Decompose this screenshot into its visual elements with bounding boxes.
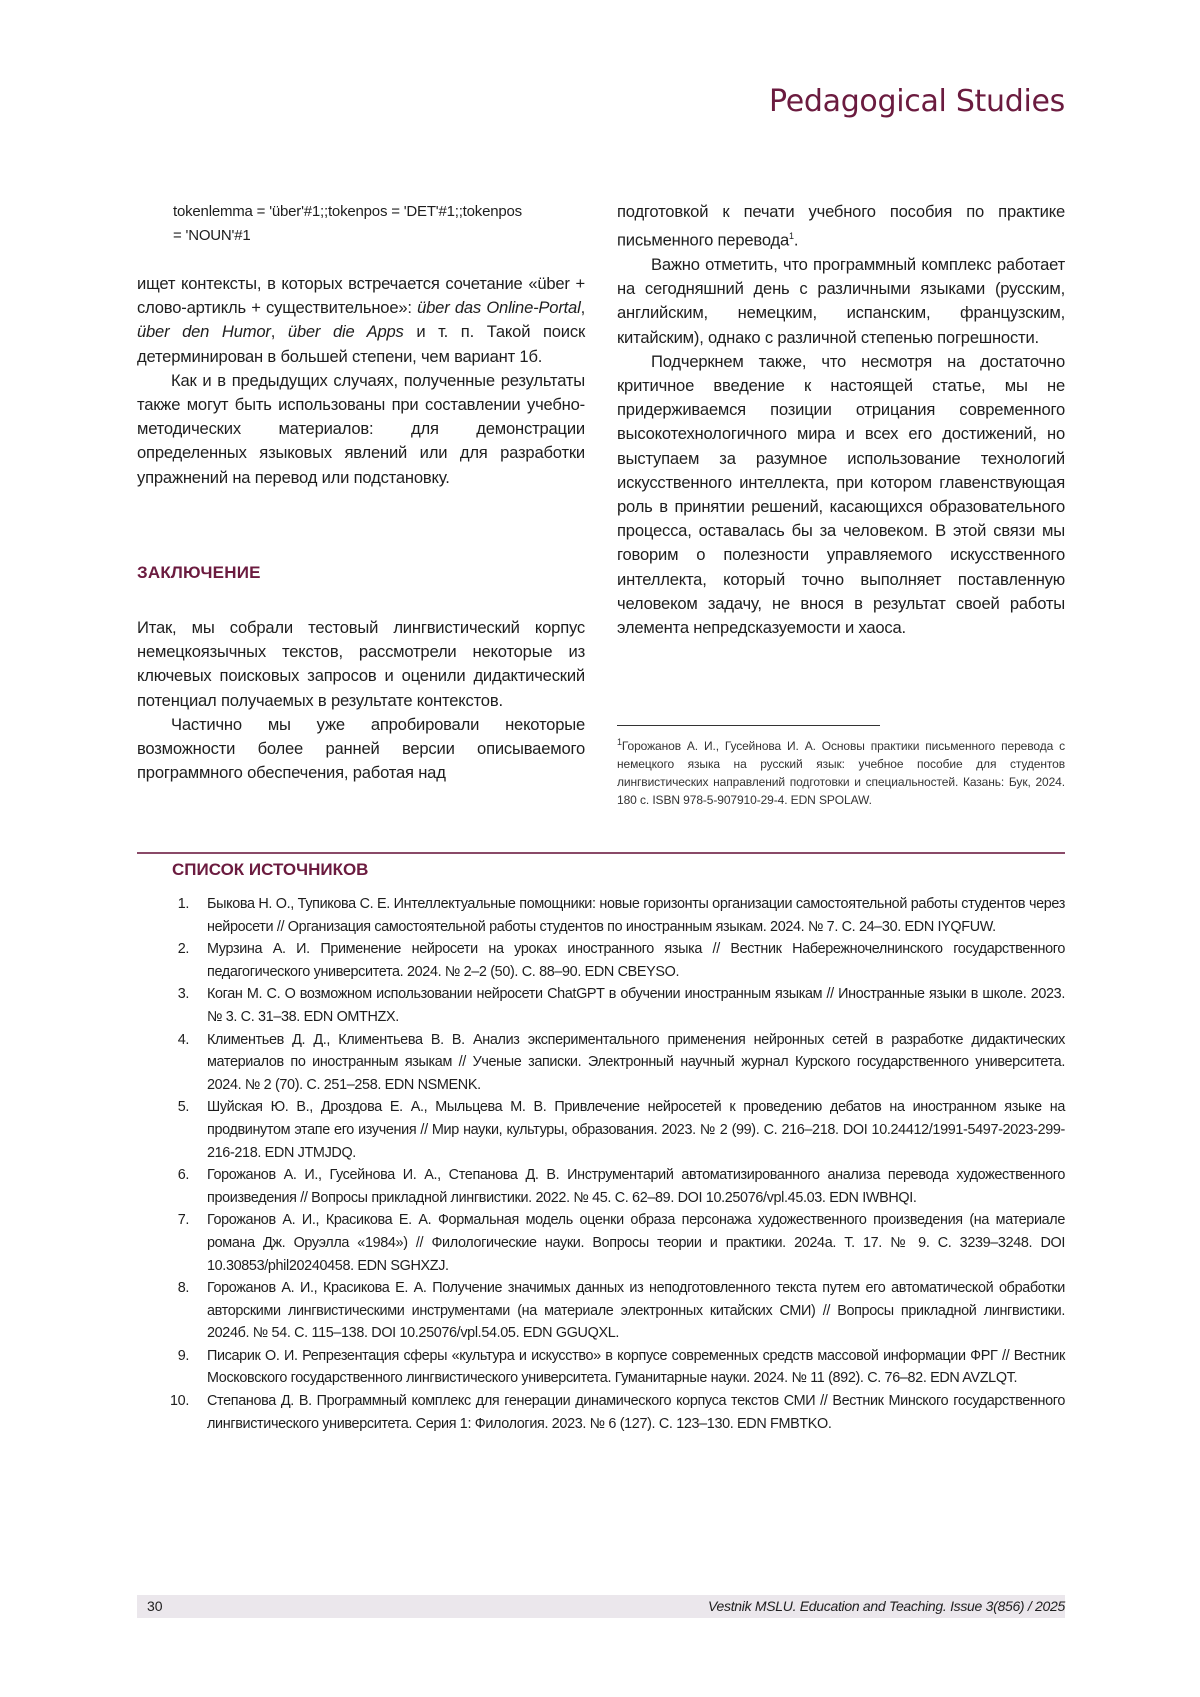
code-line: tokenlemma = 'über'#1;;tokenpos = 'DET'#1;;tokenpos [173, 200, 593, 224]
reference-number: 2. [137, 938, 189, 961]
journal-issue: Vestnik MSLU. Education and Teaching. Issue 3(856) / 2025 [708, 1595, 1065, 1618]
reference-text: Коган М. С. О возможном использовании нейросети ChatGPT в обучении иностранным языкам // Иностранные языки в школе. 2023. № 3. С. 31–38. EDN OMTHZX. [207, 986, 1065, 1025]
reference-item [137, 1209, 1065, 1277]
reference-text: Горожанов А. И., Гусейнова И. А., Степанова Д. В. Инструментарий автоматизированного анализа перевода художественного произведения // Вопросы прикладной лингвистики. 2022. № 45. С. 62–89. DOI 10.25076/vpl.45.03. EDN IWBHQI. [207, 1167, 1065, 1206]
left-column-text [137, 272, 585, 490]
code-line: = 'NOUN'#1 [173, 224, 593, 248]
reference-number: 10. [137, 1390, 189, 1413]
page-number: 30 [147, 1595, 163, 1618]
reference-item [137, 1277, 1065, 1345]
reference-number: 5. [137, 1096, 189, 1119]
reference-item [137, 893, 1065, 938]
references-heading: СПИСОК ИСТОЧНИКОВ [172, 860, 368, 880]
reference-item [137, 1390, 1065, 1435]
query-code [173, 200, 593, 248]
paragraph: Подчеркнем также, что несмотря на достаточно критичное введение к настоящей статье, мы не придерживаемся позиции отрицания современного высокотехнологичного мира и всех его достижений, но выступаем за разумное использование технологий искусственного интеллекта, при котором главенствующая роль в принятии решений, касающихся образовательного процесса, оставалась бы за человеком. В этой связи мы говорим о полезности управляемого искусственного интеллекта, который точно выполняет поставленную человеком задачу, не внося в результат своей работы элемента непредсказуемости и хаоса. [617, 350, 1065, 640]
reference-number: 3. [137, 983, 189, 1006]
reference-text: Горожанов А. И., Красикова Е. А. Получение значимых данных из неподготовленного текста путем его автоматической обработки авторскими лингвистическими инструментами (на материале электронных китайских СМИ) // Вопросы прикладной лингвистики. 2024б. № 54. С. 115–138. DOI 10.25076/vpl.54.05. EDN GGUQXL. [207, 1280, 1065, 1341]
text: ищет контексты, в которых встречается сочетание «über + слово-артикль + существительное»: [137, 274, 585, 317]
reference-text: Климентьев Д. Д., Климентьева В. В. Анализ экспериментального применения нейронных сетей в разработке дидактических материалов по иностранным языкам // Ученые записки. Электронный научный журнал Курского государственного университета. 2024. № 2 (70). С. 251–258. EDN NSMENK. [207, 1032, 1065, 1093]
reference-number: 6. [137, 1164, 189, 1187]
footnote [617, 733, 1065, 809]
paragraph: Важно отметить, что программный комплекс работает на сегодняшний день с различными языками (русским, английским, немецким, испанским, французским, китайским), однако с различной степенью погрешности. [617, 253, 1065, 350]
text: , [581, 298, 585, 317]
reference-text: Шуйская Ю. В., Дроздова Е. А., Мыльцева М. В. Привлечение нейросетей к проведению дебатов на иностранном языке на продвинутом этапе его изучения // Мир науки, культуры, образования. 2023. № 2 (99). С. 216–218. DOI 10.24412/1991-5497-2023-299-216-218. EDN JTMJDQ. [207, 1099, 1065, 1160]
reference-item [137, 983, 1065, 1028]
text: подготовкой к печати учебного пособия по практике письменного перевода [617, 202, 1065, 250]
reference-text: Горожанов А. И., Красикова Е. А. Формальная модель оценки образа персонажа художественного произведения (на материале романа Дж. Оруэлла «1984») // Филологические науки. Вопросы теории и практики. 2024а. Т. 17. № 9. С. 3239–3248. DOI 10.30853/phil20240458. EDN SGHXZJ. [207, 1212, 1065, 1273]
section-divider [137, 852, 1065, 854]
right-column-text [617, 200, 1065, 640]
paragraph: Итак, мы собрали тестовый лингвистический корпус немецкоязычных текстов, рассмотрели некоторые из ключевых поисковых запросов и оценили дидактический потенциал получаемых в результате контекстов. [137, 616, 585, 713]
reference-text: Мурзина А. И. Применение нейросети на уроках иностранного языка // Вестник Набережночелнинского государственного педагогического университета. 2024. № 2–2 (50). С. 88–90. EDN CBEYSO. [207, 941, 1065, 980]
reference-item [137, 1164, 1065, 1209]
footnote-mark: 1 [617, 737, 622, 747]
paragraph [617, 200, 1065, 253]
reference-number: 8. [137, 1277, 189, 1300]
text: . [794, 231, 798, 250]
example: über den Humor [137, 322, 271, 341]
example: über das Online-Portal [417, 298, 580, 317]
references-list [137, 893, 1065, 1435]
reference-item [137, 1029, 1065, 1097]
conclusion-text [137, 616, 585, 785]
reference-item [137, 1096, 1065, 1164]
reference-item [137, 938, 1065, 983]
text: и т. п. Такой поиск детерминирован в большей степени, чем вариант 1б. [137, 322, 585, 365]
reference-text: Писарик О. И. Репрезентация сферы «культура и искусство» в корпусе современных средств массовой информации ФРГ // Вестник Московского государственного лингвистического университета. Гуманитарные науки. 2024. № 11 (892). С. 76–82. EDN AVZLQT. [207, 1348, 1065, 1387]
paragraph [137, 272, 585, 369]
reference-number: 7. [137, 1209, 189, 1232]
reference-text: Быкова Н. О., Тупикова С. Е. Интеллектуальные помощники: новые горизонты организации самостоятельной работы студентов через нейросети // Организация самостоятельной работы студентов по иностранным языкам. 2024. № 7. С. 24–30. EDN IYQFUW. [207, 896, 1065, 935]
footnote-divider [617, 725, 880, 726]
section-heading-conclusion: ЗАКЛЮЧЕНИЕ [137, 563, 261, 583]
reference-item [137, 1345, 1065, 1390]
paragraph: Как и в предыдущих случаях, полученные результаты также могут быть использованы при составлении учебно-методических материалов: для демонстрации определенных языковых явлений или для разработки упражнений на перевод или подстановку. [137, 369, 585, 490]
footnote-text: Горожанов А. И., Гусейнова И. А. Основы практики письменного перевода с немецкого языка на русский язык: учебное пособие для студентов лингвистических направлений подготовки и специальностей. Казань: Бук, 2024. 180 с. ISBN 978-5-907910-29-4. EDN SPOLAW. [617, 739, 1065, 807]
footnote-ref[interactable]: 1 [789, 231, 794, 241]
journal-section-title: Pedagogical Studies [769, 84, 1065, 119]
page-footer [137, 1595, 1065, 1618]
reference-text: Степанова Д. В. Программный комплекс для генерации динамического корпуса текстов СМИ // Вестник Минского государственного лингвистического университета. Серия 1: Филология. 2023. № 6 (127). С. 123–130. EDN FMBTKO. [207, 1393, 1065, 1432]
reference-number: 1. [137, 893, 189, 916]
reference-number: 4. [137, 1029, 189, 1052]
paragraph: Частично мы уже апробировали некоторые возможности более ранней версии описываемого программного обеспечения, работая над [137, 713, 585, 786]
example: über die Apps [288, 322, 404, 341]
reference-number: 9. [137, 1345, 189, 1368]
text: , [271, 322, 288, 341]
